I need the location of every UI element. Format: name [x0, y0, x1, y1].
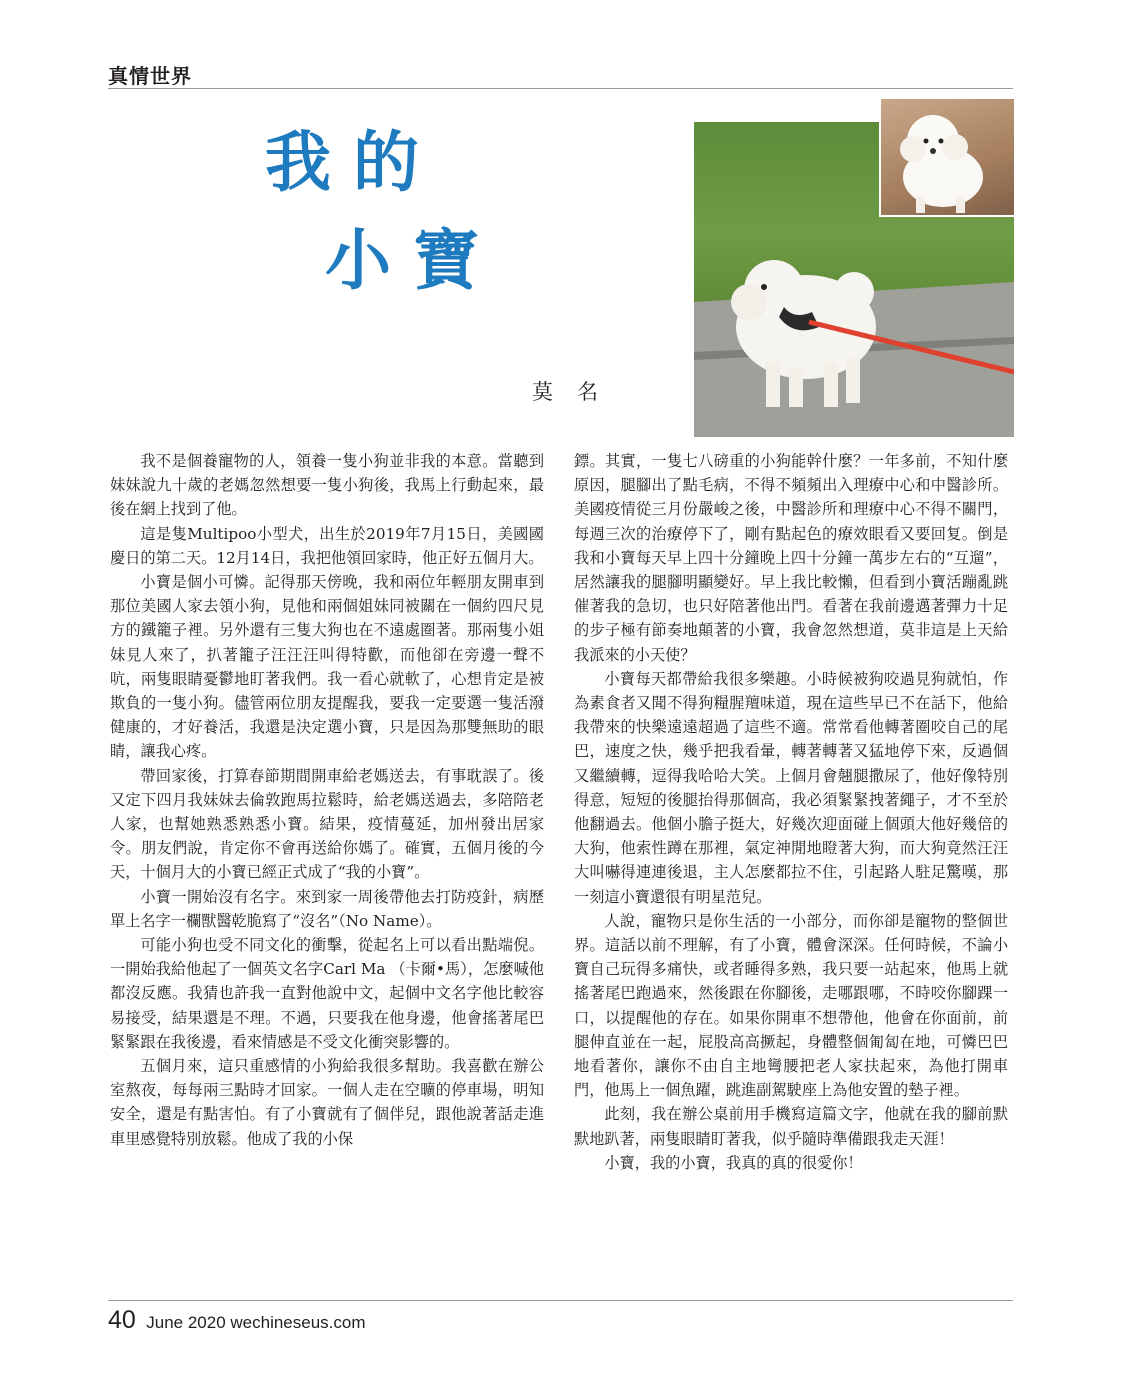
paragraph: 小寶，我的小寶，我真的真的很愛你！ [604, 1153, 863, 1172]
article-column-right [574, 449, 1008, 1175]
paragraph: 帶回家後，打算春節期間開車給老媽送去，有事耽誤了。後又定下四月我妹妹去倫敦跑馬拉鬆時，給老媽送過去，多陪陪老人家，也幫她熟悉熟悉小寶。結果，疫情蔓延，加州發出居家令。朋友們說，肯定你不會再送給你媽了。確實，五個月後的今天，十個月大的小寶已經正式成了“我的小寶”。 [110, 766, 544, 882]
article-column-left [110, 449, 544, 1151]
paragraph-continued: 鏢。其實，一隻七八磅重的小狗能幹什麼？一年多前，不知什麼原因，腿腳出了點毛病，不得不頻頻出入理療中心和中醫診所。美國疫情從三月份嚴峻之後，中醫診所和理療中心不得不關門，每週三次的治療停下了，剛有點起色的療效眼看又要回复。倒是我和小寶每天早上四十分鐘晚上四十分鐘一萬步左右的“互遛”，居然讓我的腿腳明顯變好。早上我比較懶，但看到小寶活蹦亂跳催著我的急切，也只好陪著他出門。看著在我前邊邁著彈力十足的步子極有節奏地顛著的小寶，我會忽然想道，莫非這是上天給我派來的小天使？ [574, 452, 1008, 664]
paragraph: 我不是個養寵物的人，領養一隻小狗並非我的本意。當聽到妹妹說九十歲的老媽忽然想要一隻小狗後，我馬上行動起來，最後在網上找到了他。 [110, 452, 544, 519]
page-number: 40 [108, 1306, 136, 1334]
paragraph: 這是隻Multipoo小型犬，出生於2019年7月15日，美國國慶日的第二天。12月14日，我把他領回家時，他正好五個月大。 [110, 524, 544, 567]
dog-portrait-inset-photo [879, 97, 1016, 217]
paragraph: 人說，寵物只是你生活的一小部分，而你卻是寵物的整個世界。這話以前不理解，有了小寶，體會深深。任何時候，不論小寶自己玩得多痛快，或者睡得多熟，我只要一站起來，他馬上就搖著尾巴跑過來，然後跟在你腳後，走哪跟哪，不時咬你腳踝一口，以提醒他的存在。如果你開車不想帶他，他會在你面前，前腿伸直並在一起，屁股高高撅起，身體整個匍匐在地，可憐巴巴地看著你，讓你不由自主地彎腰把老人家扶起來，為他打開車門，他馬上一個魚躍，跳進副駕駛座上為他安置的墊子裡。 [574, 911, 1008, 1100]
footer-issue-website: June 2020 wechineseus.com [146, 1313, 366, 1332]
paragraph: 小寶一開始沒有名字。來到家一周後帶他去打防疫針，病歷單上名字一欄獸醫乾脆寫了“沒名”（No Name）。 [110, 887, 544, 930]
paragraph: 小寶每天都帶給我很多樂趣。小時候被狗咬過見狗就怕，作為素食者又聞不得狗糧腥羶味道，現在這些早已不在話下，他給我帶來的快樂遠遠超過了這些不適。常常看他轉著圈咬自己的尾巴，速度之快，幾乎把我看暈，轉著轉著又猛地停下來，反過個又繼續轉，逗得我哈哈大笑。上個月會翹腿撒尿了，他好像特別得意，短短的後腿抬得那個高，我必須緊緊拽著繩子，才不至於他翻過去。他個小膽子挺大，好幾次迎面碰上個頭大他好幾倍的大狗，他索性蹲在那裡，氣定神閒地瞪著大狗，而大狗竟然汪汪大叫嚇得連連後退，主人怎麼都拉不住，引起路人駐足驚嘆，那一刻這小寶還很有明星范兒。 [574, 669, 1008, 906]
dog-portrait-illustration [881, 99, 1014, 215]
top-divider [108, 88, 1013, 89]
article-title-line2: 小寶 [325, 222, 501, 299]
paragraph: 可能小狗也受不同文化的衝擊，從起名上可以看出點端倪。一開始我給他起了一個英文名字Carl Ma （卡爾•馬），怎麼喊他都沒反應。我猜也許我一直對他說中文，起個中文名字他比較容易接受，結果還是不理。不過，只要我在他身邊，他會搖著尾巴緊緊跟在我後邊，看來情感是不受文化衝突影響的。 [110, 936, 544, 1051]
paragraph: 此刻，我在辦公桌前用手機寫這篇文字，他就在我的腳前默默地趴著，兩隻眼睛盯著我，似乎隨時準備跟我走天涯！ [574, 1105, 1008, 1148]
article-title-line1: 我的 [265, 124, 441, 201]
page-footer [108, 1306, 366, 1335]
paragraph: 五個月來，這只重感情的小狗給我很多幫助。我喜歡在辦公室熬夜，每每兩三點時才回家。一個人走在空曠的停車場，明知安全，還是有點害怕。有了小寶就有了個伴兒，跟他說著話走進車里感覺特別放鬆。他成了我的小保 [110, 1057, 544, 1148]
paragraph: 小寶是個小可憐。記得那天傍晚，我和兩位年輕朋友開車到那位美國人家去領小狗，見他和兩個姐妹同被關在一個約四尺見方的鐵籠子裡。另外還有三隻大狗也在不遠處圈著。那兩隻小姐妹見人來了，扒著籠子汪汪汪叫得特歡，而他卻在旁邊一聲不吭，兩隻眼睛憂鬱地盯著我們。我一看心就軟了，心想肯定是被欺負的一隻小狗。儘管兩位朋友提醒我，要我一定要選一隻活潑健康的，才好養活，我還是決定選小寶，只是因為那雙無助的眼睛，讓我心疼。 [110, 573, 544, 761]
section-label: 真情世界 [108, 64, 192, 88]
author-name: 莫名 [532, 380, 622, 404]
bottom-divider [108, 1300, 1013, 1301]
